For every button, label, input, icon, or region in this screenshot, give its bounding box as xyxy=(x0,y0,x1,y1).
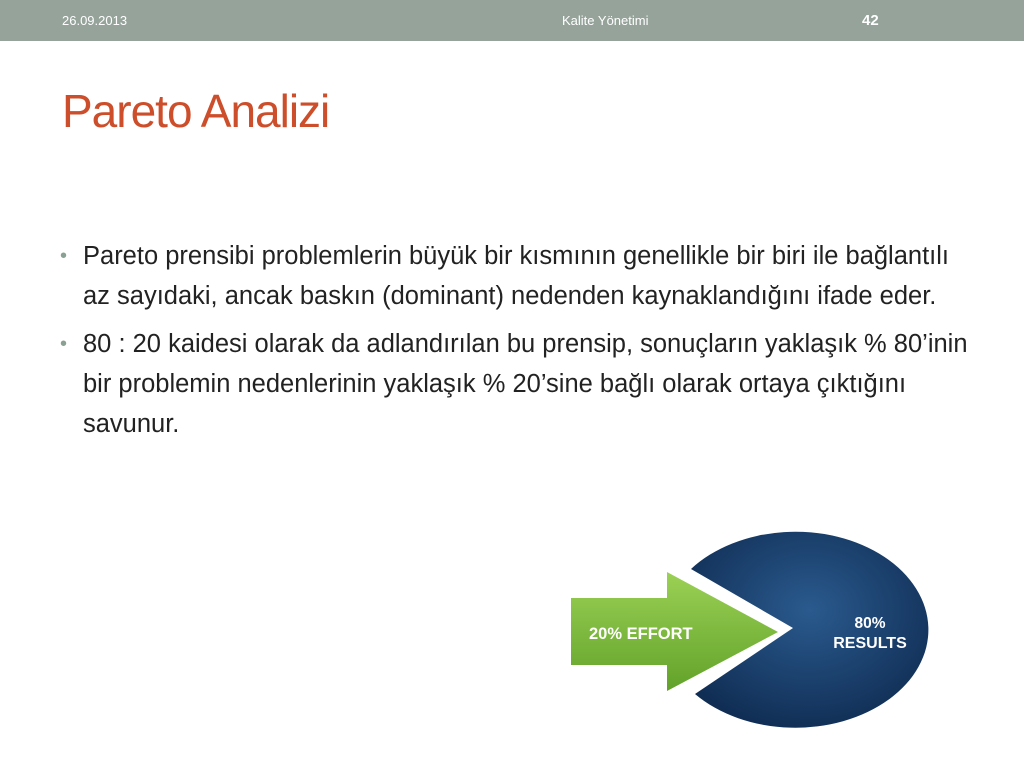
bullet-icon: • xyxy=(60,333,68,355)
pareto-graphic xyxy=(545,528,957,728)
bullet-icon: • xyxy=(60,245,68,267)
bullet-item xyxy=(60,236,980,316)
results-percent: 80% xyxy=(854,615,886,632)
slide-title: Pareto Analizi xyxy=(62,85,330,137)
effort-label: 20% EFFORT xyxy=(589,625,693,643)
bullet-text: 80 : 20 kaidesi olarak da adlandırılan bu prensip, sonuçların yaklaşık % 80’inin bir problemin nedenlerinin yaklaşık % 20’sine bağlı olarak ortaya çıktığını savunur. xyxy=(83,330,968,438)
pareto-illustration xyxy=(545,528,957,728)
bullet-list xyxy=(60,236,980,452)
header-title: Kalite Yönetimi xyxy=(562,13,649,28)
header-bar xyxy=(0,0,1024,41)
header-date: 26.09.2013 xyxy=(62,13,128,28)
results-label: RESULTS xyxy=(833,635,907,652)
bullet-text: Pareto prensibi problemlerin büyük bir kısmının genellikle bir biri ile bağlantılı az sayıdaki, ancak baskın (dominant) nedenden kaynaklandığını ifade eder. xyxy=(83,242,950,310)
bullet-item xyxy=(60,324,980,444)
page-number: 42 xyxy=(862,12,879,29)
